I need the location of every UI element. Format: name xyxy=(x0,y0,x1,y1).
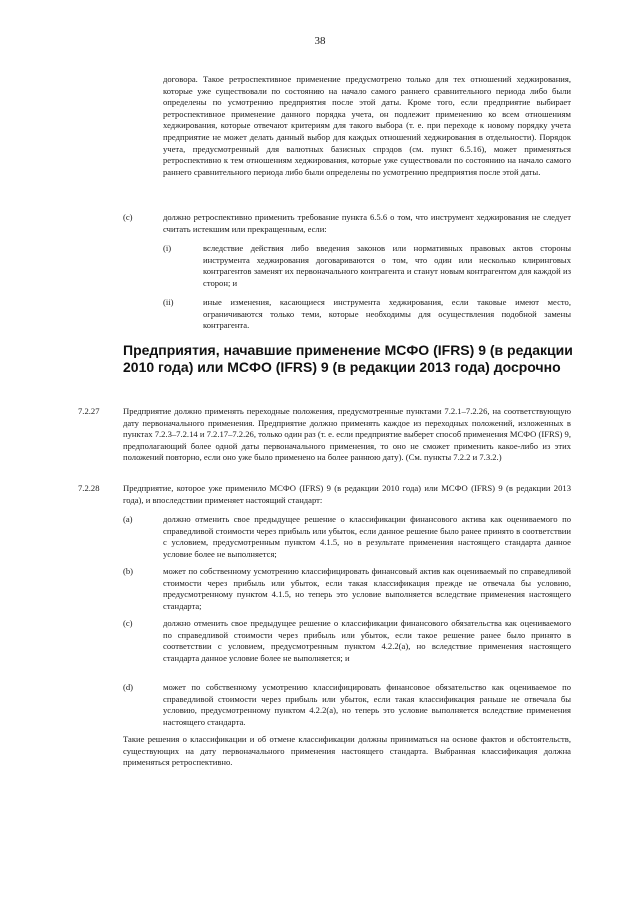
item-b-label: (b) xyxy=(123,566,134,576)
intro-paragraph: договора. Такое ретроспективное применение предусмотрено только для тех отношений хеджирования, которые уже существовали по состоянию на начало самого раннего сравнительного периода либо были определены по усмотрению предприятия после этой даты. Кроме того, если предприятие выбирает ретроспективное применение данного порядка учета, он подлежит применению ко всем отношениям хеджирования, которые отвечают критериям для такого выбора (т. е. при переходе к новому порядку учета предприятие не может делать данный выбор для каждых отношений хеджирования в отдельности). Порядок учета, предусмотренный для валютных базисных спрэдов (см. пункт 6.5.16), может применяться ретроспективно к тем отношениям хеджирования, которые уже существовали по состоянию на начало самого раннего сравнительного периода либо были определены по усмотрению предприятия после этой даты. xyxy=(163,74,571,177)
subitem-ii-label: (ii) xyxy=(163,297,174,307)
item-c2-text: должно отменить свое предыдущее решение о классификации финансового обязательства как оцениваемого по справедливой стоимости через прибыль или убыток, если такое решение ранее было принято в соответствии с условием, предусмотренным пунктом 4.2.2(a), но вследствие применения настоящего стандарта данное условие более не выполняется; и xyxy=(163,618,571,663)
subitem-ii-text: иные изменения, касающиеся инструмента хеджирования, если таковые имеют место, ограничиваются только теми, которые необходимы для осуществления подобной замены контрагента. xyxy=(203,297,571,331)
subitem-i-text: вследствие действия либо введения законов или нормативных правовых актов стороны инструмента хеджирования договариваются о том, что один или несколько клиринговых контрагентов заменят их первоначального контрагента и станут новым контрагентом для каждой из сторон; и xyxy=(203,243,571,288)
item-c-label: (c) xyxy=(123,212,133,222)
paragraph-number-7-2-28: 7.2.28 xyxy=(78,483,100,493)
paragraph-7-2-28-text: Предприятие, которое уже применило МСФО (IFRS) 9 (в редакции 2010 года) или МСФО (IFRS) 9 (в редакции 2013 года), и впоследствии применяет настоящий стандарт: xyxy=(123,483,571,505)
item-c-text: должно ретроспективно применить требование пункта 6.5.6 о том, что инструмент хеджирования не следует считать истекшим или прекращенным, если: xyxy=(163,212,571,234)
section-heading: Предприятия, начавшие применение МСФО (IFRS) 9 (в редакции 2010 года) или МСФО (IFRS) 9 (в редакции 2013 года) досрочно xyxy=(123,342,573,375)
item-a-text: должно отменить свое предыдущее решение о классификации финансового актива как оцениваемого по справедливой стоимости через прибыль или убыток, если данное решение было ранее принято в соответствии с условием, предусмотренным пунктом 4.1.5, но в результате применения настоящего стандарта данное условие более не выполняется; xyxy=(163,514,571,559)
item-c2-label: (c) xyxy=(123,618,133,628)
paragraph-7-2-27-text: Предприятие должно применять переходные положения, предусмотренные пунктами 7.2.1–7.2.26, на соответствующую дату первоначального применения. Предприятие должно применять каждое из переходных положений, изложенных в пунктах 7.2.3–7.2.14 и 7.2.17–7.2.26, только один раз (т. е. если предприятие выберет способ применения МСФО (IFRS) 9, предполагающий более одной даты первоначального применения, то оно не сможет применить какое-либо из этих положений повторно, если оно уже было применено на более раннюю дату). (См. пункты 7.2.2 и 7.3.2.) xyxy=(123,406,571,463)
item-a-label: (a) xyxy=(123,514,133,524)
item-d-text: может по собственному усмотрению классифицировать финансовое обязательство как оцениваемое по справедливой стоимости через прибыль или убыток, если такая классификация раньше не отвечала бы условию, предусмотренному пунктом 4.2.2(a), но теперь это условие выполняется вследствие применения настоящего стандарта. xyxy=(163,682,571,727)
paragraph-number-7-2-27: 7.2.27 xyxy=(78,406,100,416)
subitem-i-label: (i) xyxy=(163,243,172,253)
page-number: 38 xyxy=(314,35,326,47)
item-b-text: может по собственному усмотрению классифицировать финансовый актив как оцениваемый по справедливой стоимости через прибыль или убыток, если такая классификация прежде не отвечала бы условию, предусмотренному пунктом 4.1.5, но теперь это условие выполняется вследствие применения настоящего стандарта; xyxy=(163,566,571,611)
item-d-label: (d) xyxy=(123,682,134,692)
closing-paragraph: Такие решения о классификации и об отмене классификации должны приниматься на основе фактов и обстоятельств, существующих на дату первоначального применения настоящего стандарта. Выбранная классификация должна применяться ретроспективно. xyxy=(123,734,571,768)
